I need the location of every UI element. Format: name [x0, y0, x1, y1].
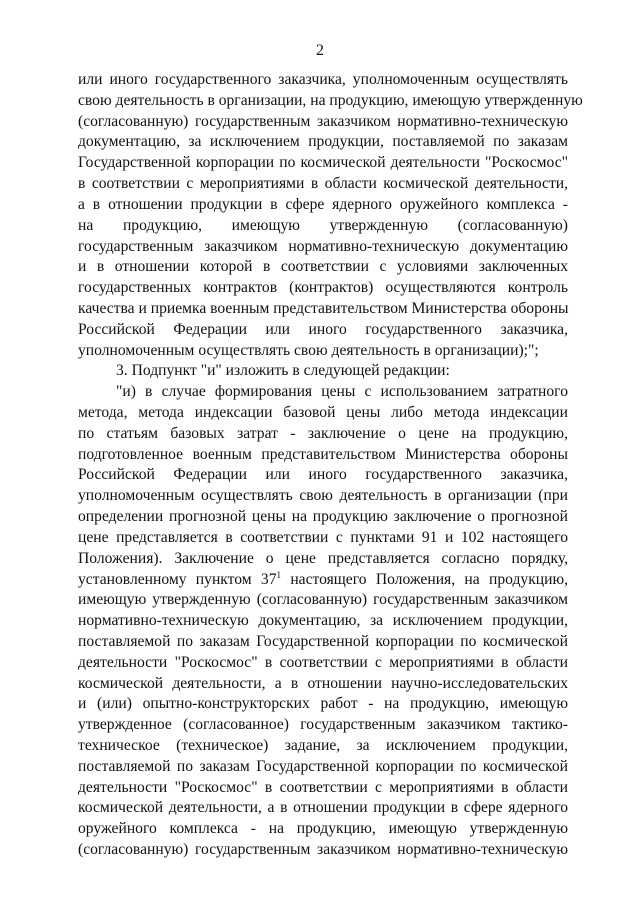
text-line: утвержденное (согласованное) государственным заказчиком тактико-: [78, 716, 568, 734]
text-line: имеющую утвержденную (согласованную) государственным заказчиком: [78, 591, 568, 609]
text-line: государственным заказчиком нормативно-техническую документацию: [78, 237, 568, 255]
text-line: государственных контрактов (контрактов) осуществляются контроль: [78, 279, 568, 297]
document-body: [78, 70, 583, 861]
page-number: 2: [316, 42, 324, 59]
text-line-with-footnote: [78, 570, 568, 591]
text-line: и в отношении которой в соответствии с условиями заключенных: [78, 258, 568, 276]
text-line: по статьям базовых затрат - заключение о цене на продукцию,: [78, 424, 568, 442]
text-line-tail: настоящего Положения, на продукцию,: [281, 570, 569, 588]
text-line: качества и приемка военным представительством Министерства обороны: [78, 299, 569, 317]
text-line: уполномоченным осуществлять свою деятельность в организации (при: [78, 487, 568, 505]
text-line: Положения). Заключение о цене представляется согласно порядку,: [78, 549, 568, 567]
text-line: уполномоченным осуществлять свою деятельность в организации);";: [78, 341, 539, 359]
text-line: а в отношении продукции в сфере ядерного оружейного комплекса -: [78, 195, 568, 213]
text-line: нормативно-техническую документацию, за исключением продукции,: [78, 612, 568, 630]
text-line: и (или) опытно-конструкторских работ - на продукцию, имеющую: [78, 695, 568, 713]
text-line: деятельности "Роскосмос" в соответствии с мероприятиями в области: [78, 778, 568, 796]
text-line: поставляемой по заказам Государственной корпорации по космической: [78, 632, 568, 650]
text-line: определении прогнозной цены на продукцию заключение о прогнозной: [78, 508, 568, 526]
text-line: в соответствии с мероприятиями в области космической деятельности,: [78, 175, 568, 193]
text-line: "и) в случае формирования цены с использованием затратного: [116, 383, 568, 401]
superscript-marker: 1: [276, 569, 282, 580]
text-line: космической деятельности, а в отношении продукции в сфере ядерного: [78, 799, 568, 817]
text-line: метода, метода индексации базовой цены либо метода индексации: [78, 404, 568, 421]
text-line: свою деятельность в организации, на продукцию, имеющую утвержденную: [78, 91, 583, 109]
text-line: космической деятельности, а в отношении научно-исследовательских: [78, 674, 568, 692]
text-line: документацию, за исключением продукции, поставляемой по заказам: [78, 133, 568, 151]
text-line: или иного государственного заказчика, уполномоченным осуществлять: [78, 71, 568, 88]
text-line-head: установленному пунктом 37: [78, 570, 277, 588]
text-line: цене представляется в соответствии с пунктами 91 и 102 настоящего: [78, 528, 568, 546]
text-line: (согласованную) государственным заказчиком нормативно-техническую: [78, 841, 568, 859]
text-line: Российской Федерации или иного государственного заказчика,: [78, 466, 568, 484]
text-line: подготовленное военным представительством Министерства обороны: [78, 445, 568, 463]
text-line: поставляемой по заказам Государственной корпорации по космической: [78, 757, 568, 775]
text-line: на продукцию, имеющую утвержденную (согласованную): [78, 216, 568, 234]
text-line: деятельности "Роскосмос" в соответствии с мероприятиями в области: [78, 653, 568, 671]
text-line: Российской Федерации или иного государственного заказчика,: [78, 320, 568, 338]
text-line: (согласованную) государственным заказчиком нормативно-техническую: [78, 112, 568, 130]
text-line: Государственной корпорации по космической деятельности "Роскосмос": [78, 154, 568, 172]
text-line: 3. Подпункт "и" изложить в следующей редакции:: [116, 362, 450, 380]
text-line: техническое (техническое) задание, за исключением продукции,: [78, 737, 568, 754]
text-line: оружейного комплекса - на продукцию, имеющую утвержденную: [78, 820, 568, 838]
